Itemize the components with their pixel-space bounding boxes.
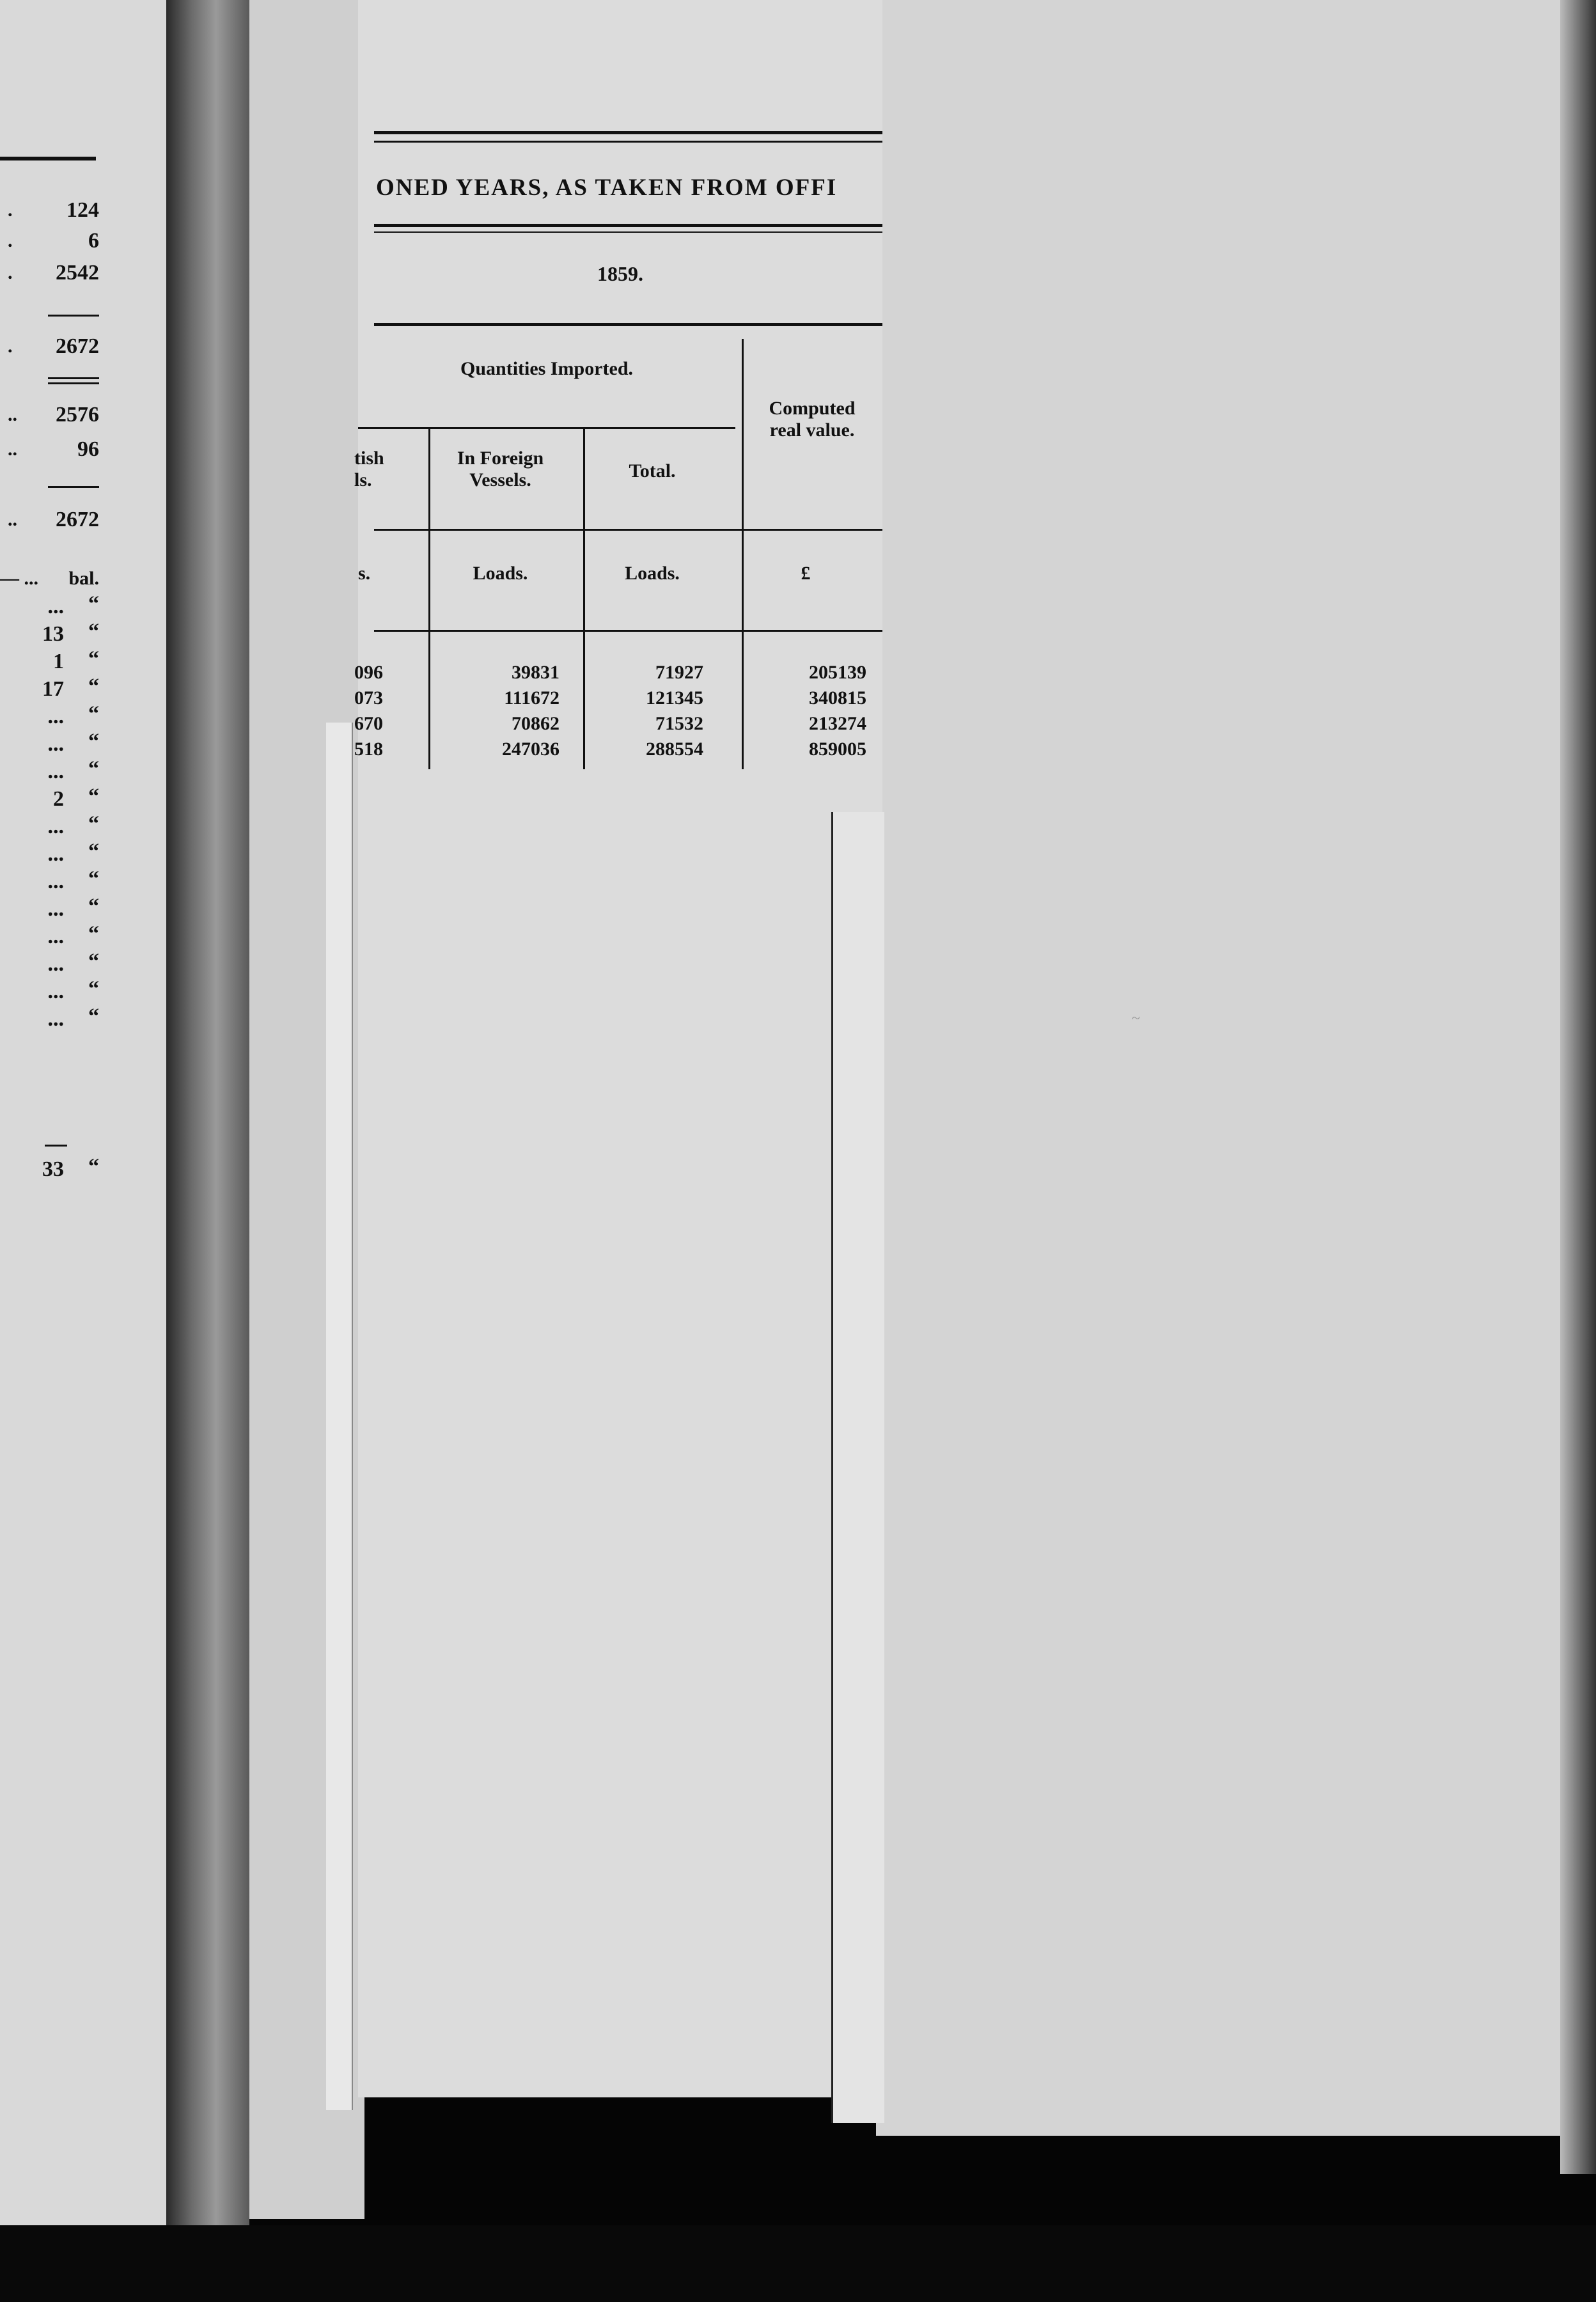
margin-entry-number: ... bbox=[47, 595, 64, 618]
margin-entry-number: ... bbox=[47, 1007, 64, 1031]
table-cell-foreign: 39831 bbox=[512, 662, 559, 683]
final-total: 33 bbox=[42, 1157, 64, 1181]
final-ditto-mark: “ bbox=[88, 1155, 99, 1178]
margin-entry-ditto-mark: “ bbox=[88, 675, 99, 698]
title-rule-top-2 bbox=[374, 141, 882, 143]
col-british-header: tish ls. bbox=[354, 448, 384, 490]
margin-entry-number: ... bbox=[47, 760, 64, 783]
margin-entry-ditto-mark: “ bbox=[88, 592, 99, 616]
leader-dots: . bbox=[8, 262, 13, 283]
margin-entry-ditto-mark: “ bbox=[88, 620, 99, 643]
margin-entry-ditto-mark: “ bbox=[88, 702, 99, 726]
book-spine bbox=[166, 0, 249, 2276]
margin-entry-number: ... bbox=[47, 925, 64, 948]
double-rule bbox=[48, 382, 99, 384]
unit-rule bbox=[374, 630, 882, 632]
margin-entry-number: 13 bbox=[42, 622, 64, 646]
margin-entry-ditto-mark: “ bbox=[88, 977, 99, 1001]
table-cell-total: 121345 bbox=[646, 687, 703, 709]
torn-paper-edge bbox=[831, 812, 884, 2123]
margin-entry-ditto-mark: “ bbox=[88, 867, 99, 891]
table-cell-value: 340815 bbox=[809, 687, 866, 709]
table-cell-british: 518 bbox=[354, 739, 383, 760]
table-cell-foreign: 70862 bbox=[512, 713, 559, 734]
margin-entry-number: 17 bbox=[42, 677, 64, 701]
margin-entry-number: 1 bbox=[53, 650, 64, 673]
group-header: Quantities Imported. bbox=[460, 358, 633, 379]
table-cell-british: 670 bbox=[354, 713, 383, 734]
import-table bbox=[354, 0, 882, 799]
margin-entry-number: 2 bbox=[53, 787, 64, 811]
left-margin-column bbox=[0, 0, 109, 1215]
margin-entry-number: ... bbox=[47, 815, 64, 838]
margin-entry-ditto-mark: “ bbox=[88, 950, 99, 973]
table-cell-value: 205139 bbox=[809, 662, 866, 683]
margin-entry-ditto-mark: “ bbox=[88, 895, 99, 918]
year-rule bbox=[374, 323, 882, 326]
sum-b: 2672 bbox=[56, 508, 99, 531]
unit-value: £ bbox=[801, 563, 811, 584]
leader-dots: .. bbox=[8, 509, 17, 530]
margin-entry-ditto-mark: “ bbox=[88, 757, 99, 781]
bal-leader: — ... bbox=[0, 568, 38, 589]
right-page-edge bbox=[1560, 0, 1596, 2174]
table-cell-total: 288554 bbox=[646, 739, 703, 760]
title-rule-top bbox=[374, 131, 882, 134]
margin-entry-ditto-mark: “ bbox=[88, 812, 99, 836]
col-foreign-header: In Foreign Vessels. bbox=[457, 448, 544, 490]
leader-dots: . bbox=[8, 200, 13, 221]
sum-a: 2672 bbox=[56, 334, 99, 358]
margin-entry-ditto-mark: “ bbox=[88, 1005, 99, 1028]
unit-foreign: Loads. bbox=[473, 563, 528, 584]
margin-entry-number: ... bbox=[47, 732, 64, 756]
unit-british: s. bbox=[358, 563, 371, 584]
margin-entry-number: ... bbox=[47, 980, 64, 1003]
table-cell-foreign: 111672 bbox=[504, 687, 559, 709]
bal-label: bal. bbox=[68, 568, 99, 589]
table-cell-value: 859005 bbox=[809, 739, 866, 760]
leader-dots: . bbox=[8, 336, 13, 357]
value-b1: 2576 bbox=[56, 403, 99, 427]
margin-entry-number: ... bbox=[47, 952, 64, 976]
bleed-through-text: ~ bbox=[1132, 1010, 1140, 1027]
top-rule bbox=[0, 157, 96, 161]
table-cell-foreign: 247036 bbox=[502, 739, 559, 760]
margin-entry-number: ... bbox=[47, 870, 64, 893]
col-total-header: Total. bbox=[629, 460, 676, 482]
margin-entry-number: ... bbox=[47, 897, 64, 921]
header-rule bbox=[374, 529, 882, 531]
bottom-shadow bbox=[0, 2225, 1596, 2302]
sum-rule bbox=[48, 486, 99, 488]
margin-entry-ditto-mark: “ bbox=[88, 647, 99, 671]
margin-entry-ditto-mark: “ bbox=[88, 922, 99, 946]
table-cell-total: 71927 bbox=[655, 662, 703, 683]
table-cell-british: 096 bbox=[354, 662, 383, 683]
table-cell-british: 073 bbox=[354, 687, 383, 709]
title-rule-bottom-2 bbox=[374, 231, 882, 233]
title-rule-bottom bbox=[374, 224, 882, 227]
leader-dots: .. bbox=[8, 404, 17, 425]
table-title: ONED YEARS, AS TAKEN FROM OFFI bbox=[376, 175, 838, 201]
margin-entry-ditto-mark: “ bbox=[88, 840, 99, 863]
folded-paper-flap bbox=[326, 723, 353, 2110]
margin-entry-number: ... bbox=[47, 705, 64, 728]
leader-dots: . bbox=[8, 230, 13, 251]
double-rule bbox=[48, 377, 99, 379]
leader-dots: .. bbox=[8, 439, 17, 460]
value-a1: 124 bbox=[66, 198, 99, 222]
value-b2: 96 bbox=[77, 437, 99, 461]
right-facing-page bbox=[876, 0, 1586, 2136]
col-value-header: Computed real value. bbox=[769, 398, 856, 441]
table-cell-value: 213274 bbox=[809, 713, 866, 734]
group-rule bbox=[358, 427, 735, 429]
margin-entry-ditto-mark: “ bbox=[88, 785, 99, 808]
value-a2: 6 bbox=[88, 229, 99, 253]
total-rule bbox=[45, 1145, 67, 1147]
margin-entry-number: ... bbox=[47, 842, 64, 866]
table-cell-total: 71532 bbox=[655, 713, 703, 734]
margin-entry-ditto-mark: “ bbox=[88, 730, 99, 753]
col-divider bbox=[428, 427, 430, 769]
unit-total: Loads. bbox=[625, 563, 680, 584]
value-a3: 2542 bbox=[56, 261, 99, 285]
year-heading: 1859. bbox=[597, 262, 643, 285]
sum-rule bbox=[48, 315, 99, 317]
